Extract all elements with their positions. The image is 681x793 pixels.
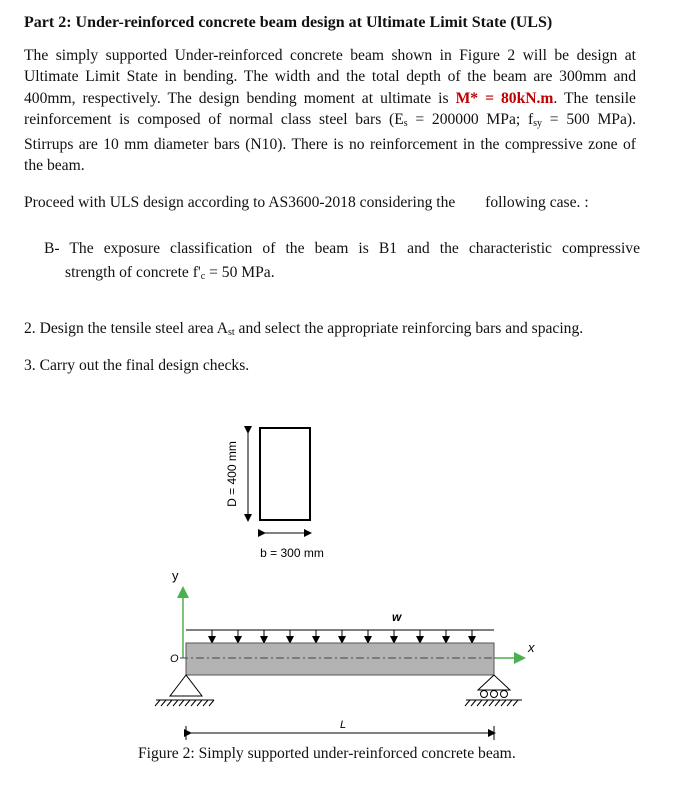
x-axis-label: x bbox=[528, 640, 535, 655]
intro-line-6: the beam. bbox=[24, 157, 85, 175]
section-heading: Part 2: Under-reinforced concrete beam design at Ultimate Limit State (ULS) bbox=[24, 14, 553, 31]
intro-line-5: Stirrups are 10 mm diameter bars (N10). There is no reinforcement in the compressive zone of bbox=[24, 136, 636, 154]
task-2-text: 2. Design the tensile steel area A bbox=[24, 320, 228, 337]
intro-line-3-text: 400mm, respectively. The design bending moment at ultimate is bbox=[24, 89, 456, 107]
intro-line-4-text: reinforcement is composed of normal class steel bars (E bbox=[24, 110, 404, 128]
proceed-text-a: Proceed with ULS design according to AS3600-2018 considering the bbox=[24, 194, 456, 211]
right-ground-hatch bbox=[465, 700, 518, 706]
beam-body bbox=[186, 643, 494, 675]
task-2 bbox=[24, 320, 583, 338]
cross-section-rect bbox=[260, 428, 310, 520]
rollers bbox=[481, 691, 508, 698]
span-label: L bbox=[340, 719, 347, 731]
intro-line-4-end: = 500 MPa). bbox=[542, 110, 636, 128]
design-moment: M* = 80kN.m bbox=[455, 89, 554, 107]
origin-label: O bbox=[170, 653, 179, 665]
fc-subscript: c bbox=[200, 271, 206, 282]
intro-line-1: The simply supported Under-reinforced concrete beam shown in Figure 2 will be design at bbox=[24, 47, 636, 64]
intro-line-3-end: . The tensile bbox=[553, 89, 636, 107]
intro-line-4 bbox=[24, 109, 636, 134]
width-label: b = 300 mm bbox=[260, 546, 324, 560]
ast-subscript: st bbox=[227, 327, 235, 338]
case-b-line-2-end: = 50 MPa. bbox=[205, 264, 275, 281]
depth-label: D = 400 mm bbox=[225, 441, 239, 507]
task-3: 3. Carry out the final design checks. bbox=[24, 357, 250, 374]
load-label: w bbox=[392, 610, 402, 624]
es-subscript: s bbox=[403, 117, 408, 129]
figure-caption: Figure 2: Simply supported under-reinforced concrete beam. bbox=[138, 745, 516, 762]
load-arrows bbox=[212, 630, 472, 640]
intro-line-2: Ultimate Limit State in bending. The width and the total depth of the beam are 300mm and bbox=[24, 68, 636, 86]
proceed-line bbox=[24, 192, 636, 213]
task-2-end: and select the appropriate reinforcing bars and spacing. bbox=[234, 320, 584, 337]
roller-support bbox=[478, 675, 510, 690]
pin-support bbox=[170, 675, 202, 696]
intro-paragraph bbox=[24, 45, 636, 177]
case-b-line-2 bbox=[44, 261, 640, 289]
left-ground-hatch bbox=[155, 700, 214, 706]
y-axis-label: y bbox=[172, 568, 179, 583]
intro-line-3 bbox=[24, 88, 636, 109]
case-b bbox=[44, 237, 640, 289]
case-b-line-2-text: strength of concrete f' bbox=[65, 264, 201, 281]
proceed-text-b: following case. : bbox=[485, 194, 589, 211]
case-b-line-1: B- The exposure classification of the beam is B1 and the characteristic compressive bbox=[44, 240, 640, 257]
intro-line-4-mid: = 200000 MPa; f bbox=[407, 110, 534, 128]
fsy-subscript: sy bbox=[533, 117, 543, 129]
beam-figure bbox=[0, 410, 681, 745]
